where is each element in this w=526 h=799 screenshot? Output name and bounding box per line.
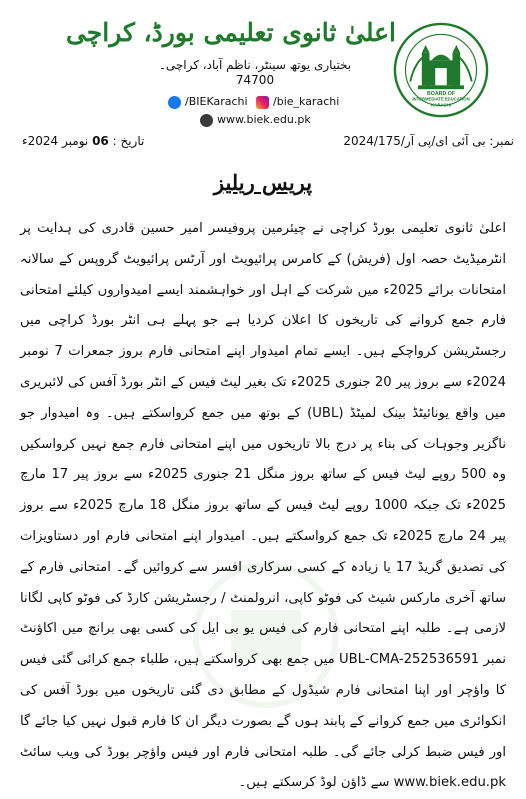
date-day: 06 xyxy=(92,134,109,148)
press-release-heading: پریس ریلیز xyxy=(213,170,313,195)
board-address: بختیاری یوتھ سینٹر، ناظم آباد، کراچی۔ xyxy=(158,58,352,72)
seal-city-text: KARACHI xyxy=(430,102,452,108)
instagram-icon xyxy=(256,96,269,109)
reference-number: نمبر: بی آئی ای/پی آر/2024/175 xyxy=(343,134,514,148)
instagram-link[interactable] xyxy=(256,94,339,110)
date-rest: نومبر 2024ء xyxy=(22,134,89,148)
press-release-body: اعلیٰ ثانوی تعلیمی بورڈ کراچی نے چیئرمین پروفیسر امیر حسین قادری کی ہدایت پر انٹرمیڈیٹ حصہ اول (فریش) کے کامرس پرائیویٹ اور آرٹس پرائیویٹ گروپس کے سالانہ امتحانات برائے 2025ء میں شرکت کے اہل اور خواہشمند ایسے امیدواروں کیلئے امتحانی فارم جمع کروانے کی تاریخوں کا اعلان کردیا ہے جو پہلے ہی انٹر بورڈ کراچی میں رجسٹریشن کرواچکے ہیں۔ ایسے تمام امیدوار اپنے امتحانی فارم بروز جمعرات 7 نومبر 2024ء سے بروز پیر 20 جنوری 2025ء تک بغیر لیٹ فیس کے انٹر بورڈ آفس کی لائبریری میں واقع یونائیٹڈ بینک لمیٹڈ (UBL) کے بوتھ میں جمع کرواسکتے ہیں۔ وہ امیدوار جو ناگزیر وجوہات کی بناء پر درج بالا تاریخوں میں اپنے امتحانی فارم جمع نہیں کرواسکیں وہ 500 روپے لیٹ فیس کے ساتھ بروز منگل 21 جنوری 2025ء سے بروز پیر 17 مارچ 2025ء تک جبکہ 1000 روپے لیٹ فیس کے ساتھ بروز منگل 18 مارچ 2025ء سے بروز پیر 24 مارچ 2025ء تک جمع کرواسکتے ہیں۔ امیدوار اپنے امتحانی فارم اور دستاویزات کی تصدیق گریڈ 17 یا زیادہ کے کسی سرکاری افسر سے کروائیں گے۔ امتحانی فارم کے ساتھ آخری مارکس شیٹ کی فوٹو کاپی، انرولمنٹ / رجسٹریشن کارڈ کی فوٹو کاپی لگانا لازمی ہے۔ طلبہ اپنے امتحانی فارم کی فیس یو بی ایل کی کسی بھی برانچ میں اکاؤنٹ نمبر UBL-CMA-252536591 میں جمع بھی کرواسکتے ہیں، طلباء جمع کرائی گئی فیس کا واؤچر اور اپنا امتحانی فارم شیڈول کے مطابق دی گئی تاریخوں میں بورڈ آفس کی انکوائری میں جمع کروانے کے پابند ہوں گے بصورت دیگر ان کا فارم قبول نہیں کیا جائے گا اور فیس ضبط کرلی جائے گی۔ طلبہ امتحانی فارم اور فیس واؤچر بورڈ کی ویب سائٹ www.biek.edu.pk سے ڈاؤن لوڈ کرسکتے ہیں۔ xyxy=(20,221,506,791)
website-url: www.biek.edu.pk xyxy=(217,113,311,126)
svg-text:KARACHI xyxy=(431,102,451,107)
facebook-handle: /BIEKarachi xyxy=(185,95,248,108)
svg-text:INTERMEDIATE EDUCATION xyxy=(412,97,469,102)
date-prefix: تاریخ : xyxy=(112,134,145,148)
instagram-handle: /bie_karachi xyxy=(273,95,340,108)
website-link[interactable] xyxy=(200,112,311,128)
facebook-link[interactable] xyxy=(168,94,248,110)
postal-code: 74700 xyxy=(235,73,275,87)
issue-date xyxy=(22,133,144,149)
seal-bottom-text: INTERMEDIATE EDUCATION xyxy=(412,96,470,102)
seal-top-text: BOARD OF xyxy=(426,90,456,97)
board-name-title: اعلیٰ ثانوی تعلیمی بورڈ، کراچی xyxy=(65,18,396,47)
globe-icon xyxy=(200,114,213,127)
board-seal-logo xyxy=(393,22,489,118)
facebook-icon xyxy=(168,96,181,109)
